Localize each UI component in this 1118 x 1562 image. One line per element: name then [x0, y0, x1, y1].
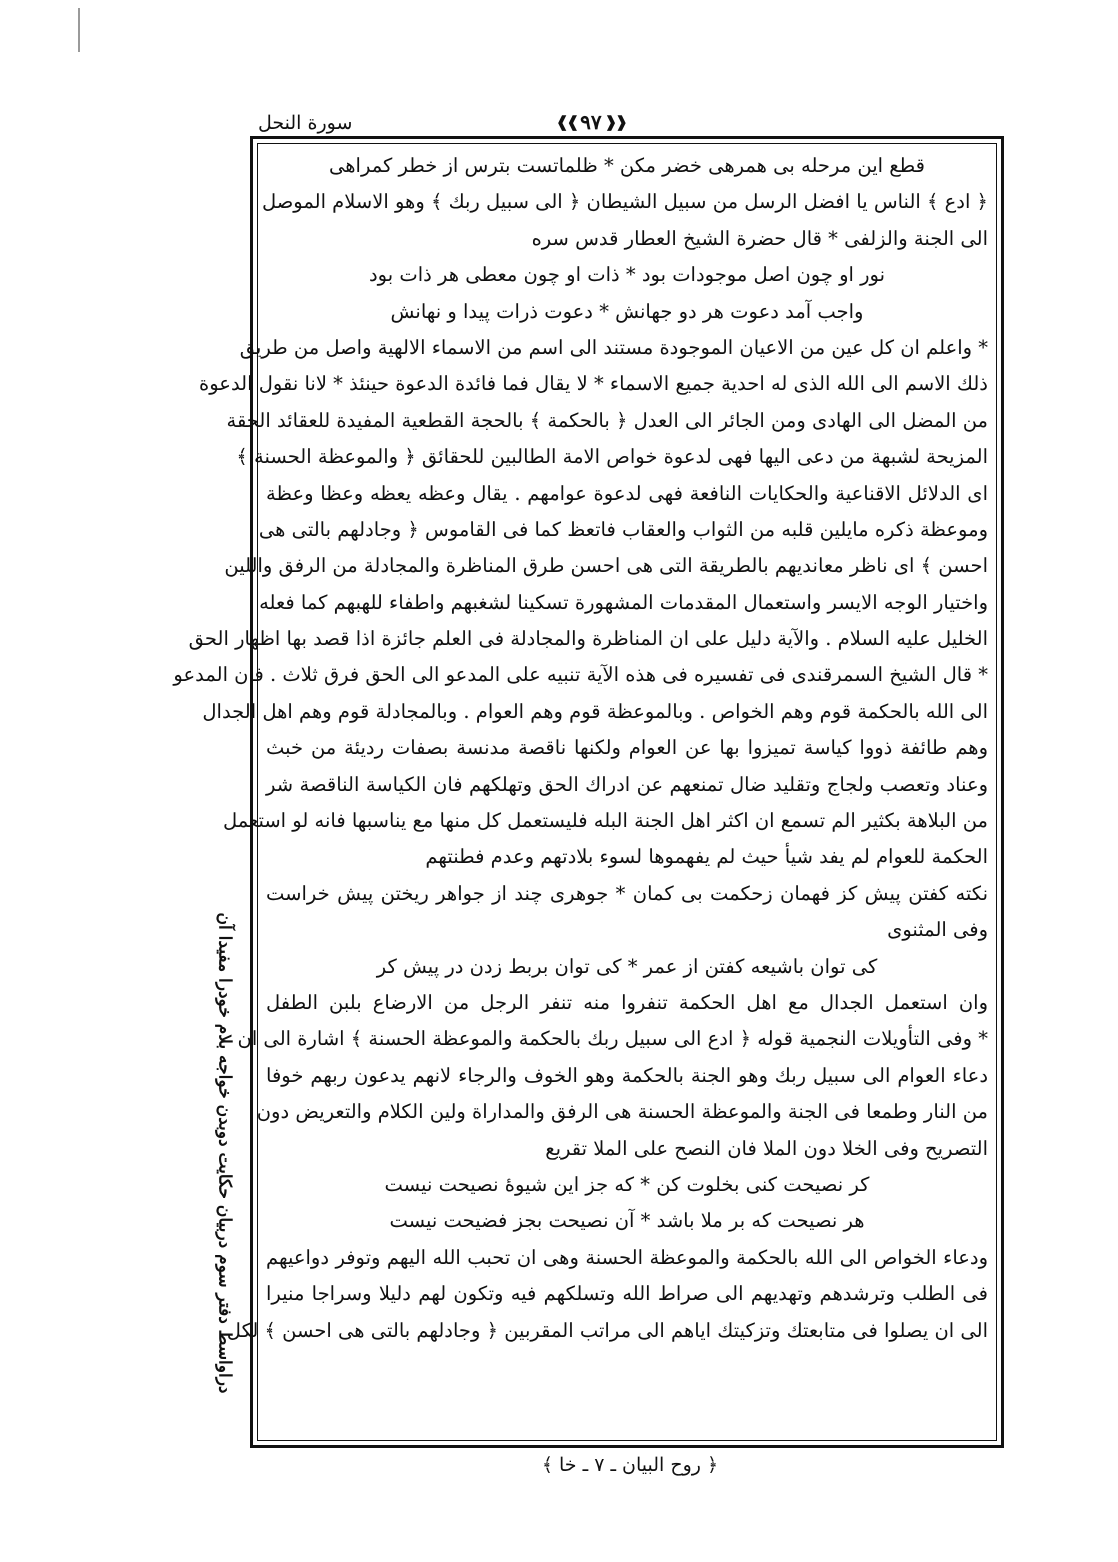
text-line: التصريح وفى الخلا دون الملا فان النصح على الملا تقريع	[545, 1136, 988, 1160]
text-line: * قال الشيخ السمرقندى فى تفسيره فى هذه الآية تنبيه على المدعو الى الحق فرق ثلاث . فان المدعو	[173, 663, 988, 687]
text-line: من المضل الى الهادى ومن الجائر الى العدل ﴿ بالحكمة ﴾ بالحجة القطعية المفيدة للعقائد الحقة	[226, 408, 988, 432]
footer-signature: ﴿ روح البيان ـ ٧ ـ خا ﴾	[541, 1454, 719, 1476]
verse-line: واجب آمد دعوت هر دو جهانش * دعوت ذرات پيدا و نهانش	[390, 299, 864, 323]
text-line: الى الله بالحكمة قوم وهم الخواص . وبالموعظة قوم وهم العوام . وبالمجادلة قوم وهم اهل الجدال	[202, 699, 988, 723]
ornament-left-icon: ❰❰	[556, 113, 578, 131]
text-line: الى الجنة والزلفى * قال حضرة الشيخ العطار قدس سره	[531, 226, 988, 250]
verse-line: نور او چون اصل موجودات بود * ذات او چون معطى هر ذات بود	[368, 263, 886, 287]
text-line: المزيحة لشبهة من دعى اليها فهى لدعوة خواص الامة الطالبين للحقائق ﴿ والموعظة الحسنة ﴾	[236, 445, 988, 469]
text-line: * واعلم ان كل عين من الاعيان الموجودة مستند الى اسم من الاسماء الالهية واصل من طريق	[239, 335, 988, 359]
surah-name-header: سورة النحل	[258, 112, 353, 134]
text-line: واختيار الوجه الايسر واستعمال المقدمات المشهورة تسكينا لشغبهم واطفاء للهبهم كما فعله	[259, 590, 988, 614]
margin-note-text: دراواسط دفتر سوم دربيان حكايت دوبدن خواجه بلام خودرا مفيدا آن	[214, 912, 235, 1394]
ornament-right-icon: ❱❱	[604, 113, 626, 131]
page-number: ٩٧	[580, 110, 602, 134]
text-line: الى ان يصلوا فى متابعتك وتزكيتك اياهم الى مراتب المقربين ﴿ وجادلهم بالتى هى احسن ﴾ لكل	[226, 1318, 988, 1342]
text-line: وفى المثنوى	[887, 918, 988, 942]
text-line: ودعاء الخواص الى الله بالحكمة والموعظة الحسنة وهى ان تحبب الله اليهم وتوفر دواعيهم	[266, 1245, 988, 1269]
verse-line: قطع اين مرحله بى همرهى خضر مكن * ظلماتست بترس از خطر كمراهى	[329, 154, 925, 177]
text-line: نكته كفتن پيش كز فهمان زحكمت بى كمان * جوهرى چند از جواهر ريختن پيش خراست	[266, 881, 989, 905]
text-line: دعاء العوام الى سبيل ربك وهو الجنة بالحكمة وهو الخوف والرجاء لانهم يدعون ربهم خوفا	[266, 1063, 988, 1087]
text-line: وموعظة ذكره مايلين قلبه من الثواب والعقاب فاتعظ كما فى القاموس ﴿ وجادلهم بالتى هى	[258, 517, 988, 541]
text-line: اى الدلائل الاقناعية والحكايات النافعة فهى لدعوة عوامهم . يقال وعظه يعظه وعظا وعظة	[266, 481, 988, 505]
margin-note	[206, 868, 242, 1438]
text-line: احسن ﴾ اى ناظر معانديهم بالطريقة التى هى احسن طرق المناظرة والمجادلة من الرفق واللين	[224, 554, 988, 578]
page-number-header	[556, 110, 626, 134]
scan-edge-mark	[78, 8, 80, 52]
text-line: فى الطلب وترشدهم وتهديهم الى صراط الله وتسلكهم فيه وتكون لهم دليلا وسراجا منيرا	[266, 1282, 988, 1306]
text-line: ﴿ ادع ﴾ الناس يا افضل الرسل من سبيل الشيطان ﴿ الى سبيل ربك ﴾ وهو الاسلام الموصل	[261, 190, 988, 214]
text-line: وان استعمل الجدال مع اهل الحكمة تنفروا منه تنفر الرجل من الارضاع بلبن الطفل	[266, 990, 988, 1014]
text-line: من البلاهة بكثير الم تسمع ان اكثر اهل الجنة البله فليستعمل كل منها مع يناسبها فانه لو استعمل	[223, 809, 988, 833]
text-line: الحكمة للعوام لم يفد شيأ حيث لم يفهموها لسوء بلادتهم وعدم فطنتهم	[425, 845, 988, 869]
verse-line: كى توان باشيعه كفتن از عمر * كى توان بربط زدن در پيش كر	[376, 954, 878, 978]
verse-line: هر نصيحت كه بر ملا باشد * آن نصيحت بجز فضيحت نيست	[389, 1209, 865, 1233]
text-line: وعناد وتعصب ولجاج وتقليد ضال تمنعهم عن ادراك الحق وتهلكهم فان الكياسة الناقصة شر	[266, 772, 988, 796]
text-line: * وفى التأويلات النجمية قوله ﴿ ادع الى سبيل ربك بالحكمة والموعظة الحسنة ﴾ اشارة الى ان	[237, 1027, 988, 1051]
text-line: من النار وطمعا فى الجنة والموعظة الحسنة هى الرفق والمداراة ولين الكلام والتعريض دون	[256, 1100, 988, 1124]
text-line: الخليل عليه السلام . والآية دليل على ان المناظرة والمجادلة فى العلم جائزة اذا قصد بها اظهار الحق	[188, 627, 988, 651]
text-line: ذلك الاسم الى الله الذى له احدية جميع الاسماء * لا يقال فما فائدة الدعوة حينئذ * لانا نقول الدعوة	[199, 372, 988, 396]
text-line: وهم طائفة ذووا كياسة تميزوا بها عن العوام ولكنها ناقصة مدنسة بصفات رديئة من خبث	[266, 736, 988, 760]
verse-line: كر نصيحت كنى بخلوت كن * كه جز اين شيوهٔ نصيحت نيست	[384, 1172, 870, 1196]
